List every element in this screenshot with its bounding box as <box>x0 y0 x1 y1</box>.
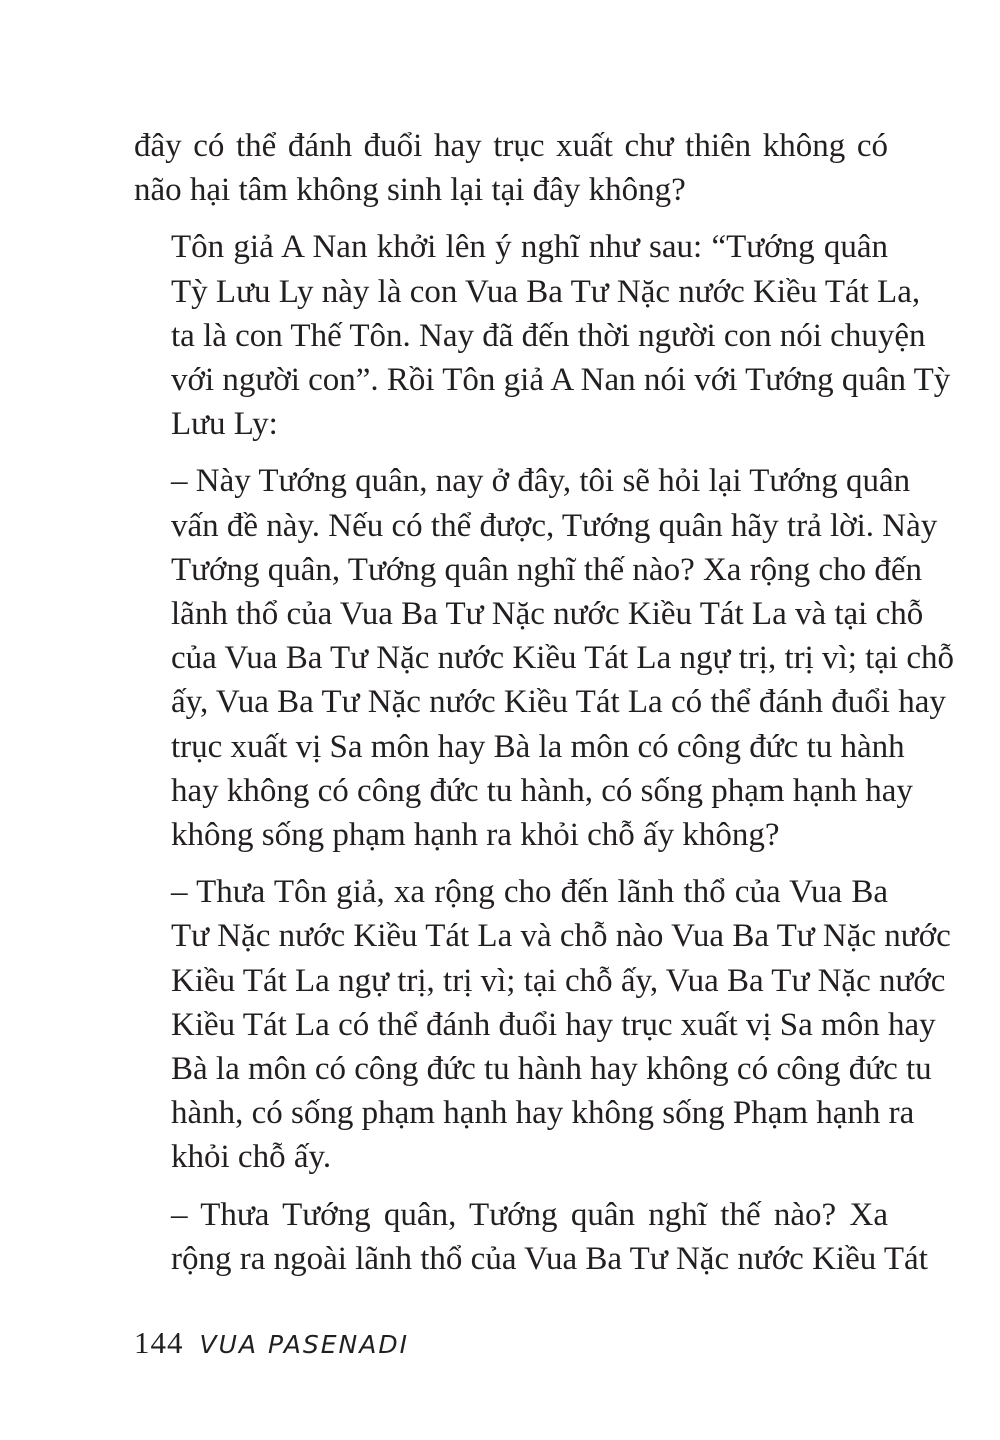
text-line: Tư Nặc nước Kiều Tát La và chỗ nào Vua Ba Tư Nặc nước <box>171 918 951 955</box>
running-title: VUA PASENADI <box>199 1330 409 1359</box>
paragraph <box>134 870 951 1179</box>
text-line: ta là con Thế Tôn. Nay đã đến thời người con nói chuyện <box>171 317 926 354</box>
text-line: – Này Tướng quân, nay ở đây, tôi sẽ hỏi lại Tướng quân <box>171 463 911 500</box>
text-line: đây có thể đánh đuổi hay trục xuất chư thiên không có <box>134 128 888 164</box>
text-line: ấy, Vua Ba Tư Nặc nước Kiều Tát La có thể đánh đuổi hay <box>171 684 946 721</box>
text-line: hay không có công đức tu hành, có sống phạm hạnh hay <box>171 772 913 809</box>
text-line: không sống phạm hạnh ra khỏi chỗ ấy không? <box>171 817 780 854</box>
text-line: khỏi chỗ ấy. <box>171 1139 332 1176</box>
text-line: – Thưa Tướng quân, Tướng quân nghĩ thế nào? Xa <box>171 1196 888 1233</box>
text-line: não hại tâm không sinh lại tại đây không? <box>134 172 686 209</box>
text-line: Bà la môn có công đức tu hành hay không có công đức tu <box>171 1051 932 1088</box>
paragraph <box>134 459 954 857</box>
text-line: Tướng quân, Tướng quân nghĩ thế nào? Xa rộng cho đến <box>171 551 922 588</box>
text-line: lãnh thổ của Vua Ba Tư Nặc nước Kiều Tát La và tại chỗ <box>171 596 924 633</box>
text-line: với người con”. Rồi Tôn giả A Nan nói với Tướng quân Tỳ <box>171 362 951 399</box>
body-text <box>134 124 954 1294</box>
paragraph <box>134 1193 928 1281</box>
text-line: Lưu Ly: <box>171 406 278 443</box>
text-line: – Thưa Tôn giả, xa rộng cho đến lãnh thổ của Vua Ba <box>171 874 888 911</box>
paragraph <box>134 225 951 446</box>
paragraph <box>134 124 888 212</box>
text-line: của Vua Ba Tư Nặc nước Kiều Tát La ngự trị, trị vì; tại chỗ <box>171 640 954 677</box>
text-line: rộng ra ngoài lãnh thổ của Vua Ba Tư Nặc nước Kiều Tát <box>171 1240 928 1277</box>
text-line: trục xuất vị Sa môn hay Bà la môn có công đức tu hành <box>171 728 905 765</box>
text-line: Tỳ Lưu Ly này là con Vua Ba Tư Nặc nước Kiều Tát La, <box>171 273 921 310</box>
text-line: Kiều Tát La có thể đánh đuổi hay trục xuất vị Sa môn hay <box>171 1006 936 1043</box>
text-line: hành, có sống phạm hạnh hay không sống Phạm hạnh ra <box>171 1095 915 1132</box>
text-line: Kiều Tát La ngự trị, trị vì; tại chỗ ấy, Vua Ba Tư Nặc nước <box>171 962 946 999</box>
text-line: Tôn giả A Nan khởi lên ý nghĩ như sau: “Tướng quân <box>171 229 888 266</box>
page-number: 144 <box>134 1325 184 1360</box>
text-line: vấn đề này. Nếu có thể được, Tướng quân hãy trả lời. Này <box>171 507 938 544</box>
page-footer <box>134 1325 409 1365</box>
